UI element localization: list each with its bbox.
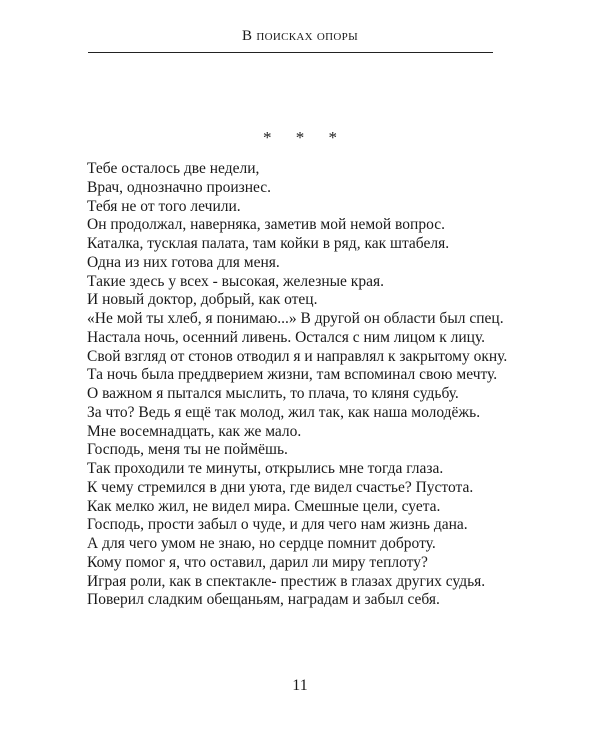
poem-line: «Не мой ты хлеб, я понимаю...» В другой он области был спец. (87, 310, 504, 327)
poem-line: О важном я пытался мыслить, то плача, то кляня судьбу. (87, 385, 459, 402)
poem-line: Поверил сладким обещаньям, наградам и забыл себя. (87, 591, 440, 609)
poem-line: Та ночь была преддверием жизни, там вспоминал свою мечту. (87, 366, 498, 384)
poem-line: А для чего умом не знаю, но сердце помнит доброту. (87, 535, 436, 552)
poem-line: Настала ночь, осенний ливень. Остался с ним лицом к лицу. (87, 328, 486, 346)
poem-line: Такие здесь у всех - высокая, железные края. (87, 272, 384, 290)
running-head: В поисках опоры (242, 28, 358, 44)
poem-line: За что? Ведь я ещё так молод, жил так, как наша молодёжь. (87, 403, 481, 421)
header-rule (88, 52, 493, 53)
poem-line: К чему стремился в дни уюта, где видел счастье? Пустота. (87, 478, 474, 496)
section-separator: * * * (263, 128, 347, 147)
poem-line: Как мелко жил, не видел мира. Смешные цели, суета. (87, 497, 441, 515)
poem-line: Каталка, тусклая палата, там койки в ряд, как штабеля. (87, 235, 450, 252)
poem-line: Свой взгляд от стонов отводил я и направлял к закрытому окну. (87, 347, 508, 365)
poem-line: Господь, меня ты не поймёшь. (87, 441, 288, 459)
poem-line: Одна из них готова для меня. (87, 253, 280, 271)
poem-line: И новый доктор, добрый, как отец. (87, 291, 318, 309)
poem-line: Господь, прости забыл о чуде, и для чего нам жизнь дана. (87, 516, 468, 534)
poem-line: Врач, однозначно произнес. (87, 178, 272, 196)
page-number: 11 (292, 677, 308, 694)
poem-line: Тебе осталось две недели, (87, 160, 260, 177)
poem-line: Мне восемнадцать, как же мало. (87, 422, 302, 440)
poem-line: Тебя не от того лечили. (87, 197, 241, 215)
poem-line: Играя роли, как в спектакле- престиж в глазах других судья. (87, 572, 486, 590)
poem-line: Так проходили те минуты, открылись мне тогда глаза. (87, 460, 444, 477)
poem-line: Он продолжал, наверняка, заметив мой немой вопрос. (87, 216, 445, 234)
poem-text (87, 160, 587, 610)
poem-line: Кому помог я, что оставил, дарил ли миру теплоту? (87, 553, 428, 571)
